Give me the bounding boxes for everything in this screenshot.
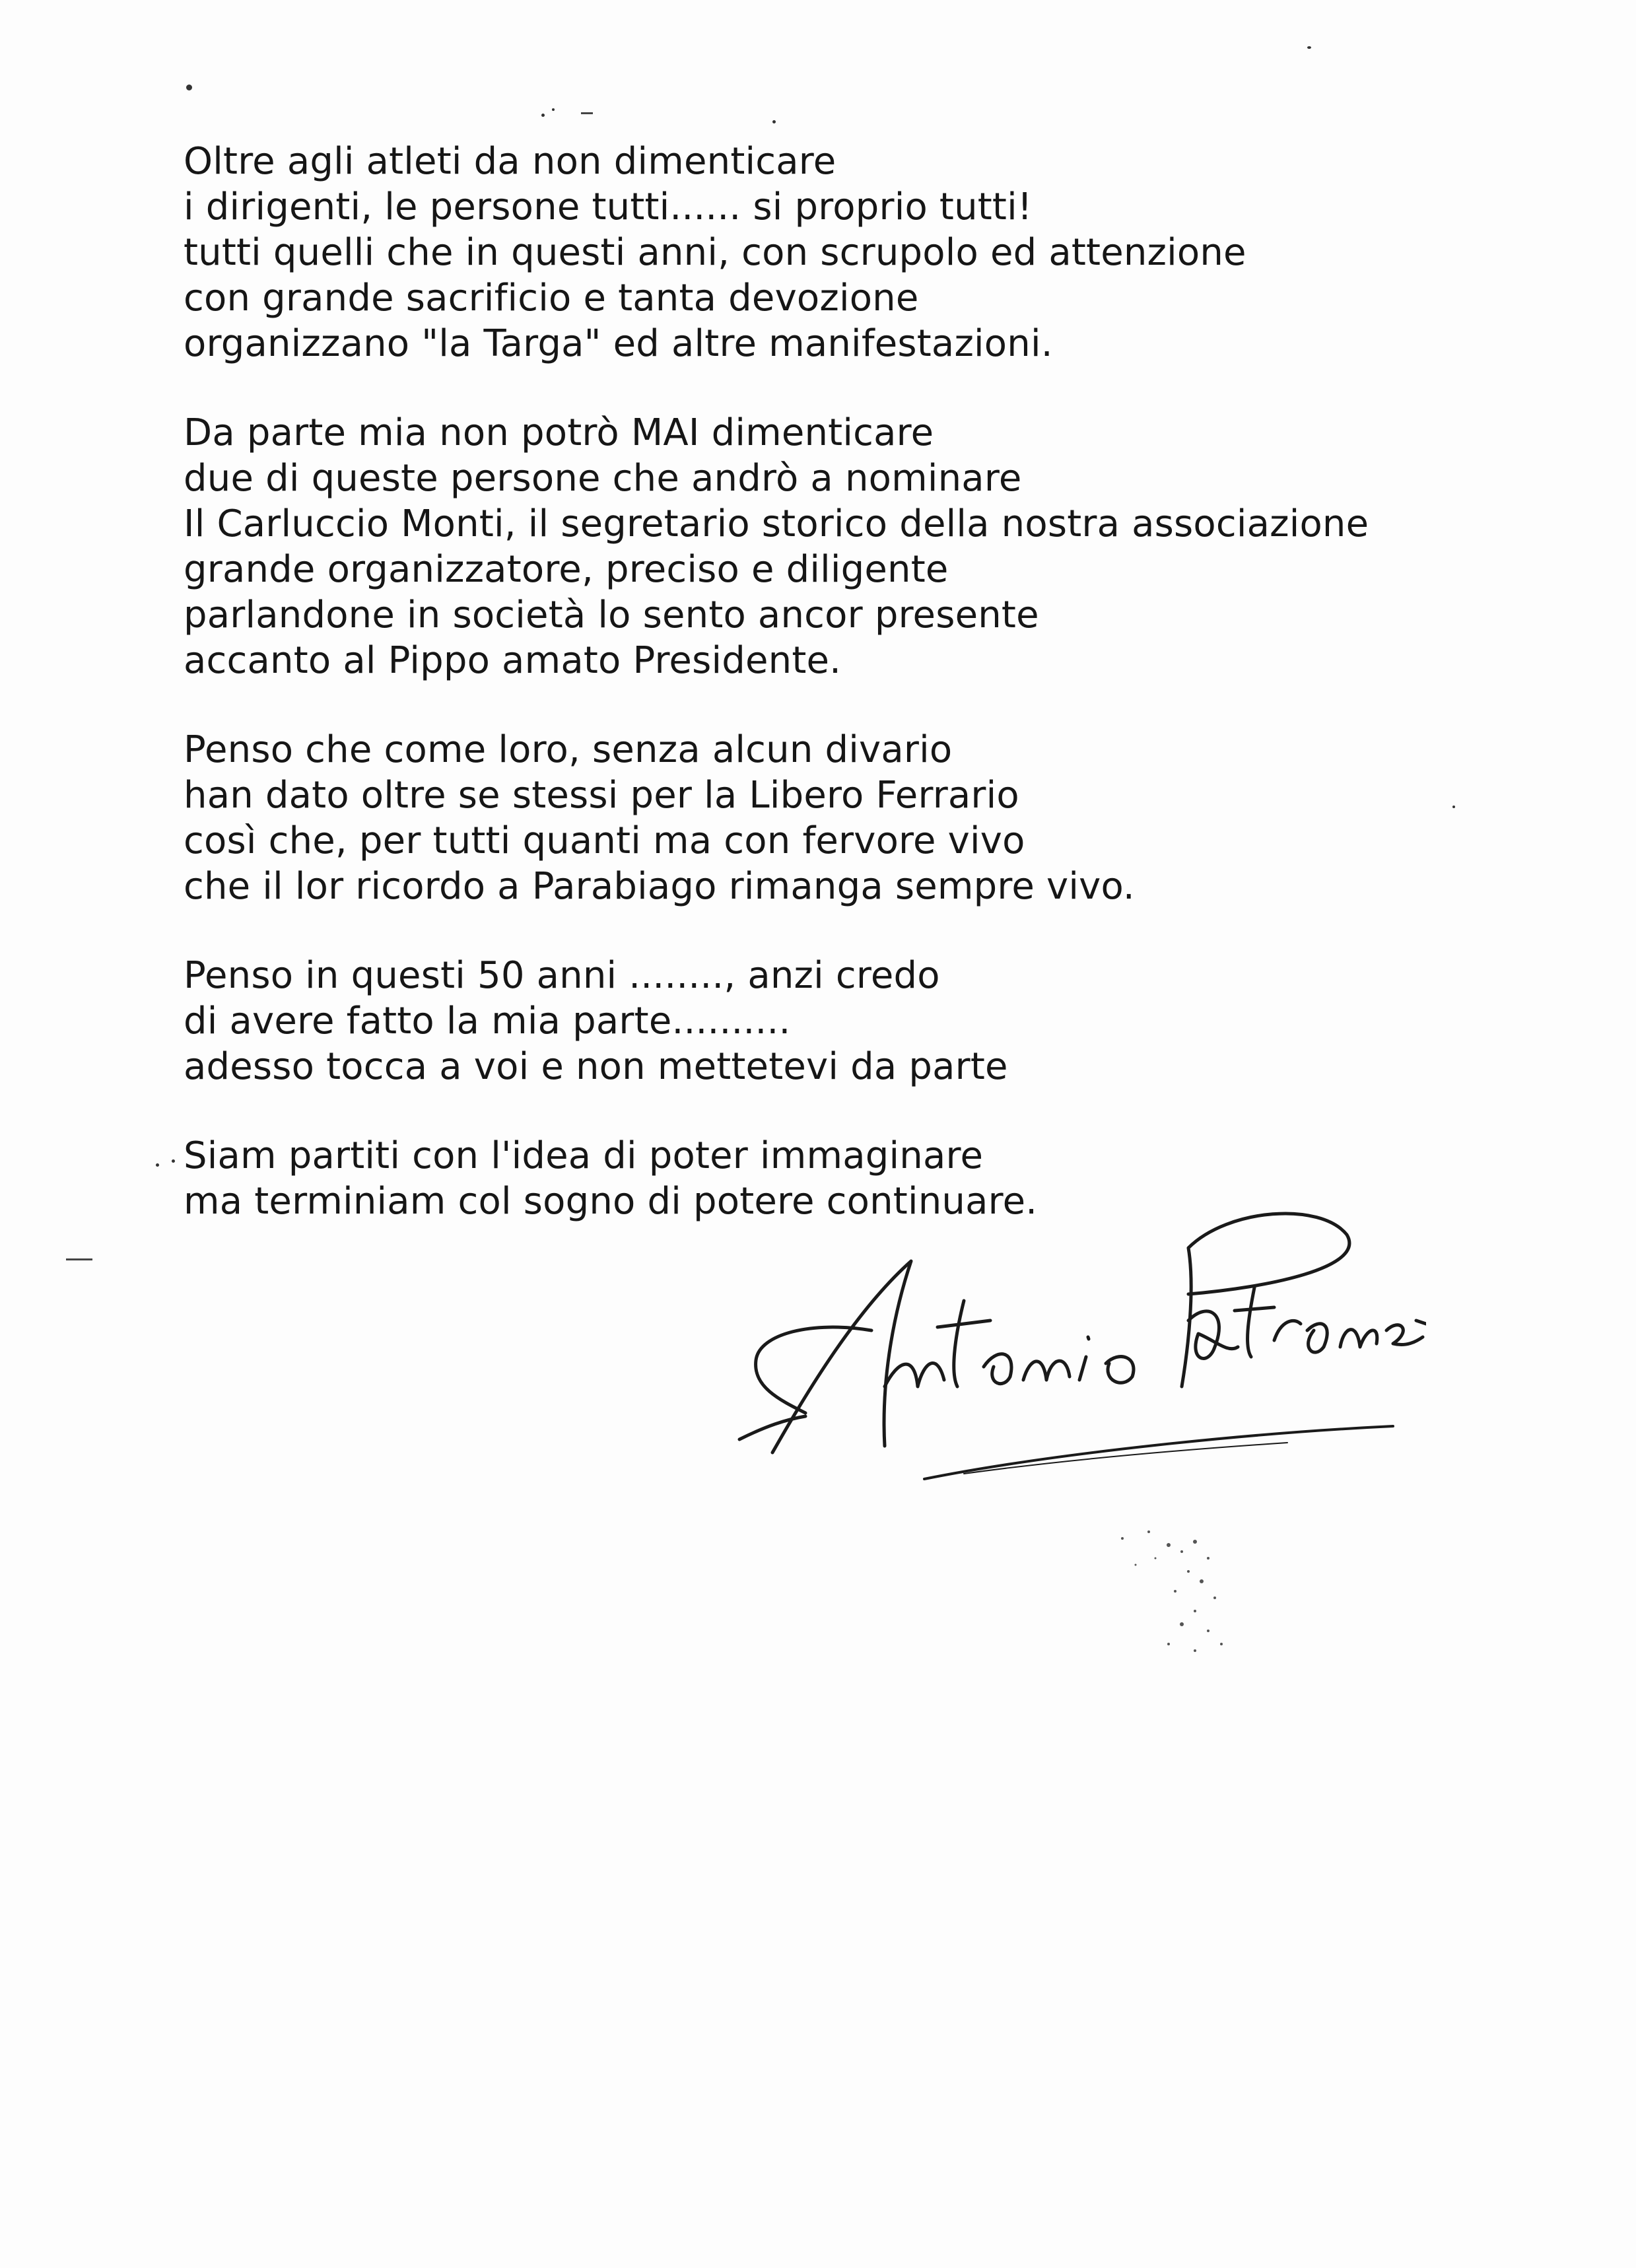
handwritten-signature [726,1188,1426,1492]
scan-speck [772,120,776,123]
poem-line: grande organizzatore, preciso e diligente [184,548,949,591]
poem-line: Oltre agli atleti da non dimenticare [184,140,836,183]
scan-speck [552,108,555,111]
scan-mark [66,1258,92,1260]
scan-smudge [1109,1519,1281,1690]
scan-speck [541,114,545,117]
poem-body [184,139,1504,1268]
poem-line: adesso tocca a voi e non mettetevi da parte [184,1045,1008,1088]
scan-speck [186,85,192,90]
poem-line: Da parte mia non potrò MAI dimenticare [184,411,934,454]
stanza [184,139,1504,366]
stanza [184,410,1504,683]
poem-line: i dirigenti, le persone tutti...... si proprio tutti! [184,186,1033,228]
poem-line: Il Carluccio Monti, il segretario storico della nostra associazione [184,502,1369,545]
poem-line: Penso in questi 50 anni ........, anzi credo [184,954,940,997]
stanza [184,727,1504,909]
poem-line: parlandone in società lo sento ancor presente [184,594,1039,636]
poem-line: Penso che come loro, senza alcun divario [184,728,953,771]
poem-line: tutti quelli che in questi anni, con scrupolo ed attenzione [184,231,1246,274]
scan-speck [1307,46,1311,49]
poem-line: così che, per tutti quanti ma con fervore vivo [184,819,1025,862]
poem-line: organizzano "la Targa" ed altre manifestazioni. [184,322,1053,365]
scan-speck [172,1159,175,1163]
scan-speck [156,1163,159,1167]
poem-line: che il lor ricordo a Parabiago rimanga sempre vivo. [184,865,1135,908]
poem-line: accanto al Pippo amato Presidente. [184,639,842,682]
poem-line: ma terminiam col sogno di potere continuare. [184,1180,1038,1223]
poem-line: di avere fatto la mia parte.......... [184,1000,791,1043]
stanza [184,953,1504,1089]
scan-mark [581,112,593,114]
poem-line: con grande sacrificio e tanta devozione [184,277,919,320]
poem-line: han dato oltre se stessi per la Libero Ferrario [184,774,1019,817]
poem-line: due di queste persone che andrò a nominare [184,457,1022,500]
poem-line: Siam partiti con l'idea di poter immaginare [184,1134,984,1177]
